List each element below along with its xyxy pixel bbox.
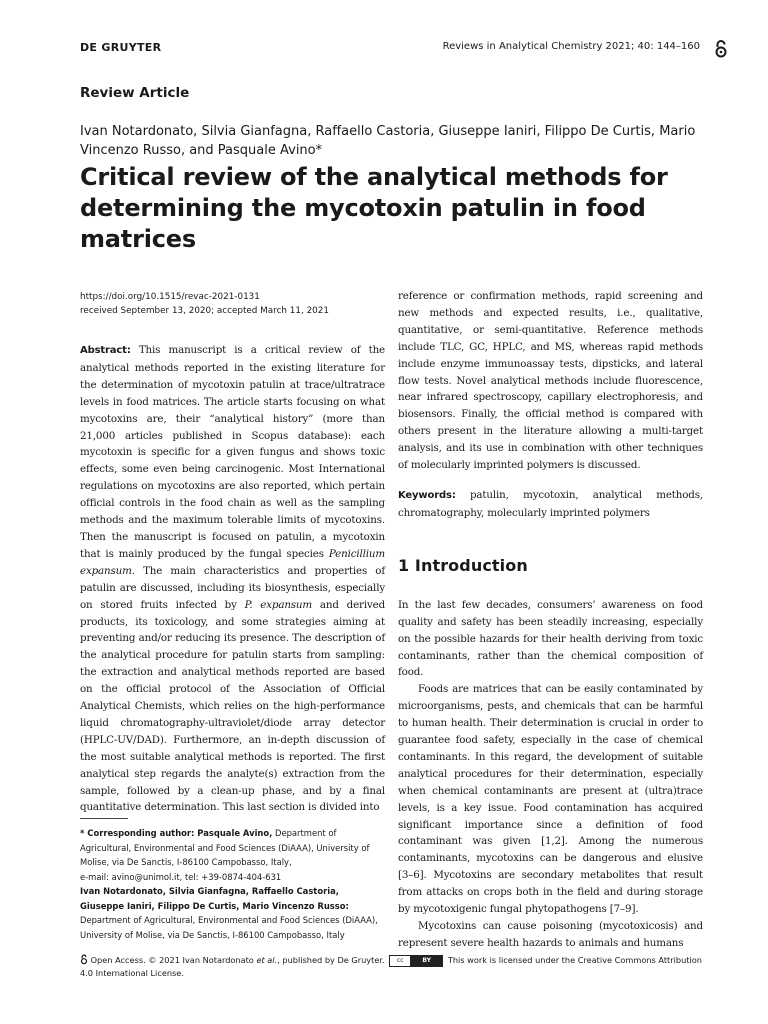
intro-paragraph-2: Foods are matrices that can be easily contaminated by microorganisms, pests, and chemicals that can be harmful to human health. Their determination is crucial in order to guarantee food safety, especially in the case of chemical contaminants. In this regard, the development of suitable analytical procedures for their determination, especially when chemical contaminants are present at (ultra)trace levels, is a key issue. Food contamination has acquired significant importance since a definition of food contaminant was given [1,2]. Among the numerous contaminants, mycotoxins can be dangerous and elusive [3–6]. Mycotoxins are secondary metabolites that result from attacks on crops both in the field and during storage by mycotoxigenic fungal phytopathogens [7–9]. <box>398 683 703 916</box>
abstract-continued: reference or confirmation methods, rapid screening and new methods and expected results, i.e., qualitative, quantitative, or semi-quantitative. Reference methods include TLC, GC, HPLC, and MS, whereas rapid methods include enzyme immunoassay tests, dipsticks, and lateral flow tests. Novel analytical methods include fluorescence, near infrared spectroscopy, capillary electrophoresis, and biosensors. Finally, the official method is compared with others present in the literature allowing a multi-target analysis, and its use in combination with other techniques of molecularly imprinted polymers is discussed. <box>398 290 703 472</box>
article-type: Review Article <box>80 85 190 101</box>
cc-badge-left: cc <box>390 956 411 966</box>
license-text-3: This work is licensed under the Creative Commons Attribution 4.0 International License. <box>80 955 702 978</box>
keywords-text: patulin, mycotoxin, analytical methods, chromatography, molecularly imprinted polymers <box>398 488 703 519</box>
intro-paragraph-1: In the last few decades, consumers’ awareness on food quality and safety has been steadily increasing, especially on the possible hazards for their health deriving from toxic contaminants, rather than the chemical composition of food. <box>398 598 703 679</box>
coauthors-label: Ivan Notardonato, Silvia Gianfagna, Raffaello Castoria, Giuseppe Ianiri, Filippo De Curtis, Mario Vincenzo Russo: <box>80 886 349 911</box>
left-column <box>80 290 385 816</box>
running-header <box>80 41 728 61</box>
intro-paragraph-3: Mycotoxins can cause poisoning (mycotoxicosis) and represent severe health hazards to animals and humans <box>398 920 703 949</box>
license-etal: et al. <box>256 955 278 965</box>
article-title: Critical review of the analytical methods for determining the mycotoxin patulin in food matrices <box>80 163 668 253</box>
abstract <box>80 342 385 816</box>
received-dates: received September 13, 2020; accepted March 11, 2021 <box>80 306 329 316</box>
journal-citation: Reviews in Analytical Chemistry 2021; 40: 144–160 <box>442 41 700 52</box>
keywords <box>398 487 703 522</box>
author-list: Ivan Notardonato, Silvia Gianfagna, Raffaello Castoria, Giuseppe Ianiri, Filippo De Curtis, Mario Vincenzo Russo, and Pasquale Avino* <box>80 124 696 158</box>
section-heading-introduction: 1 Introduction <box>398 555 528 575</box>
abstract-text-3: and derived products, its toxicology, and some strategies aiming at preventing and/or reducing its presence. The description of the analytical procedure for patulin starts from sampling: the extraction and analytical methods reported are based on the official protocol of the Association of Official Analytical Chemists, which relies on the high-performance liquid chromatography-ultraviolet/diode array detector (HPLC-UV/DAD). Furthermore, an in-depth discussion of the most suitable analytical methods is reported. The first analytical step regards the analyte(s) extraction from the sample, followed by a clean-up phase, and by a final quantitative determination. This last section is divided into <box>80 598 386 814</box>
footnote-divider <box>80 818 128 819</box>
open-access-icon <box>80 954 88 965</box>
abstract-text-2: . The main characteristics and properties of patulin are discussed, including its biosynthesis, especially on stored fruits infected by <box>80 564 385 611</box>
license-footer <box>80 954 705 979</box>
corresponding-author-contact: e-mail: avino@unimol.it, tel: +39-0874-404-631 <box>80 871 282 882</box>
author-footnote <box>80 826 380 942</box>
cc-by-badge-icon[interactable] <box>389 955 443 967</box>
right-column <box>398 288 703 952</box>
keywords-label: Keywords: <box>398 489 456 501</box>
abstract-label: Abstract: <box>80 345 131 356</box>
cc-badge-right: BY <box>411 956 442 966</box>
license-text-2: , published by De Gruyter. <box>277 955 388 965</box>
coauthors-affiliation: Department of Agricultural, Environmental and Food Sciences (DiAAA), University of Molise, via De Sanctis, I-86100 Campobasso, Italy <box>80 915 378 940</box>
publisher-name: DE GRUYTER <box>80 41 162 54</box>
abstract-text-1: This manuscript is a critical review of the analytical methods reported in the existing literature for the determination of mycotoxin patulin at trace/ultratrace levels in food matrices. The article starts focusing on what mycotoxins are, their “analytical history” (more than 21,000 articles published in Scopus database): each mycotoxin is specific for a given fungus and shows toxic effects, some even being carcinogenic. Most International regulations on mycotoxins are also reported, which pertain official controls in the food chain as well as the sampling methods and the maximum tolerable limits of mycotoxins. Then the manuscript is focused on patulin, a mycotoxin that is mainly produced by the fungal species <box>80 344 385 560</box>
corresponding-author-label: * Corresponding author: Pasquale Avino, <box>80 828 273 838</box>
corresponding-author-affiliation: Department of Agricultural, Environmental and Food Sciences (DiAAA), University of Molise, via De Sanctis, I-86100 Campobasso, Italy, <box>80 828 370 867</box>
species-name-p-expansum: P. expansum <box>244 598 313 611</box>
open-access-icon <box>714 39 728 59</box>
license-text-1: Open Access. © 2021 Ivan Notardonato <box>88 955 257 965</box>
species-name-penicillium: Penicillium expansum <box>80 547 385 577</box>
doi-link[interactable]: https://doi.org/10.1515/revac-2021-0131 <box>80 292 260 302</box>
